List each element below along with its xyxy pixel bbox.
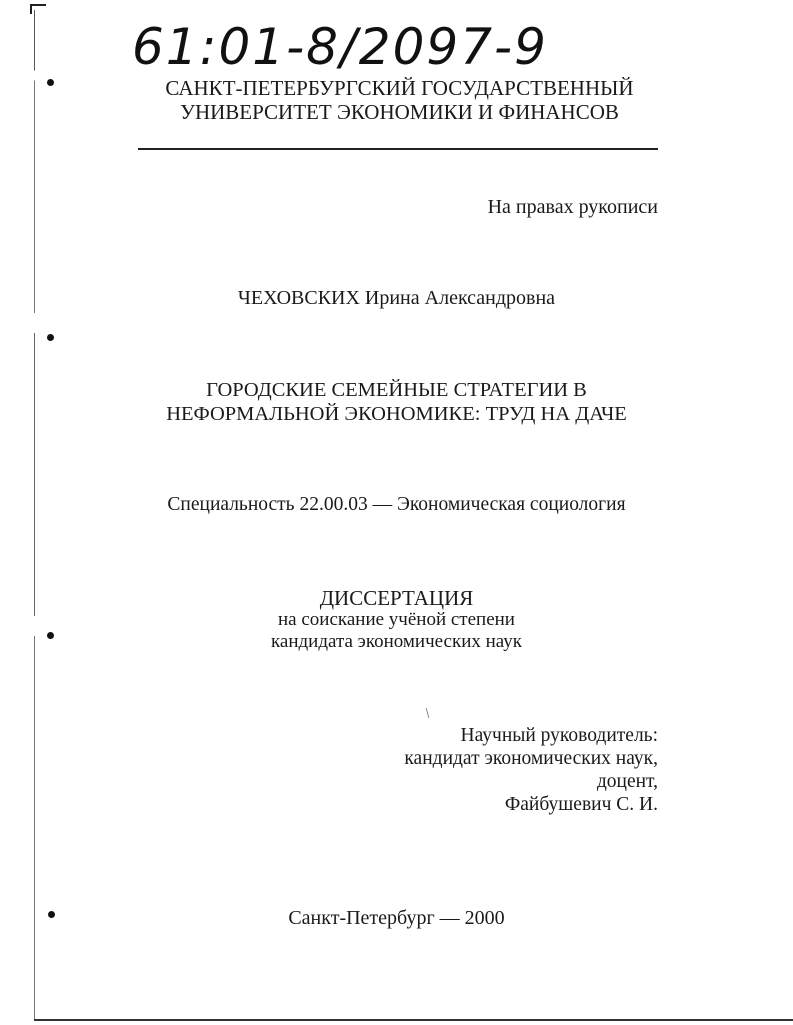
supervisor-block (404, 724, 658, 816)
city-year: Санкт-Петербург — 2000 (288, 907, 505, 929)
handwritten-archive-code (132, 14, 562, 78)
supervisor-label: Научный руководитель: (460, 725, 658, 746)
university-line-1: САНКТ-ПЕТЕРБУРГСКИЙ ГОСУДАРСТВЕННЫЙ (165, 76, 634, 100)
supervisor-degree: кандидат экономических наук, (404, 748, 658, 769)
degree-line-2: кандидата экономических наук (270, 631, 523, 652)
university-line-2: УНИВЕРСИТЕТ ЭКОНОМИКИ И ФИНАНСОВ (180, 100, 619, 124)
supervisor-position: доцент, (596, 771, 658, 792)
title-line-2: НЕФОРМАЛЬНОЙ ЭКОНОМИКЕ: ТРУД НА ДАЧЕ (166, 403, 627, 425)
dissertation-title (0, 378, 793, 426)
degree-line-1: на соискание учёной степени (278, 609, 515, 630)
rights-note: На правах рукописи (487, 196, 658, 218)
author-name: ЧЕХОВСКИХ Ирина Александровна (237, 287, 556, 309)
supervisor-name: Файбушевич С. И. (504, 794, 658, 815)
dissertation-heading: ДИССЕРТАЦИЯ (319, 586, 474, 610)
specialty: Специальность 22.00.03 — Экономическая социология (167, 494, 626, 515)
punch-hole-mark (47, 334, 54, 341)
title-line-1: ГОРОДСКИЕ СЕМЕЙНЫЕ СТРАТЕГИИ В (206, 379, 587, 401)
degree-block (0, 587, 793, 653)
header-rule (138, 148, 658, 150)
scan-corner-mark (30, 4, 46, 14)
university-name (0, 76, 793, 124)
archive-code-text: 61:01-8/2097-9 (132, 18, 548, 76)
scan-bottom-edge (34, 1019, 793, 1021)
stray-mark (426, 708, 430, 718)
